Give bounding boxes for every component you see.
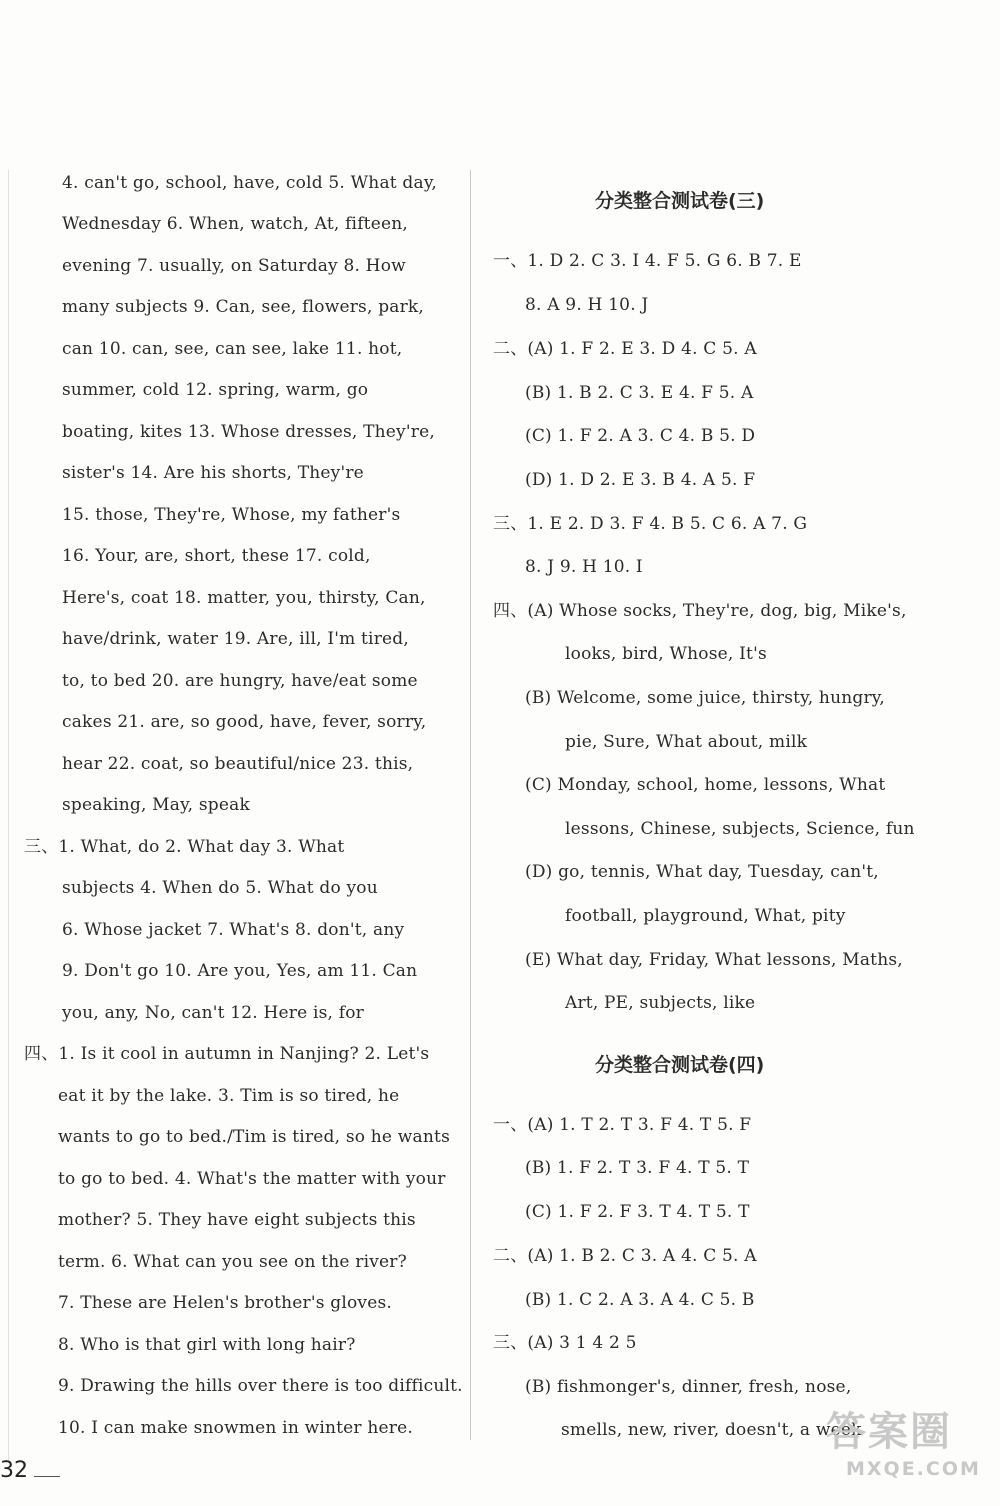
- answer-line: football, playground, What, pity: [565, 906, 846, 926]
- left-margin-rule: [8, 170, 9, 1460]
- answer-line: (B) 1. B 2. C 3. E 4. F 5. A: [525, 383, 754, 403]
- answer-line: 三、1. E 2. D 3. F 4. B 5. C 6. A 7. G: [493, 514, 808, 534]
- answer-line: 一、(A) 1. T 2. T 3. F 4. T 5. F: [493, 1115, 752, 1135]
- answer-line: can 10. can, see, can see, lake 11. hot,: [62, 339, 403, 359]
- answer-line: 二、(A) 1. B 2. C 3. A 4. C 5. A: [493, 1246, 757, 1266]
- answer-line: 一、1. D 2. C 3. I 4. F 5. G 6. B 7. E: [493, 251, 802, 271]
- answer-line: 10. I can make snowmen in winter here.: [58, 1418, 413, 1438]
- answer-line: cakes 21. are, so good, have, fever, sorry,: [62, 712, 427, 732]
- answer-line: mother? 5. They have eight subjects this: [58, 1210, 416, 1230]
- answer-line: 二、(A) 1. F 2. E 3. D 4. C 5. A: [493, 339, 757, 359]
- answer-line: 8. Who is that girl with long hair?: [58, 1335, 356, 1355]
- answer-line: eat it by the lake. 3. Tim is so tired, he: [58, 1086, 400, 1106]
- answer-line: term. 6. What can you see on the river?: [58, 1252, 407, 1272]
- answer-line: (C) 1. F 2. F 3. T 4. T 5. T: [525, 1202, 750, 1222]
- answer-line: 四、(A) Whose socks, They're, dog, big, Mike's,: [493, 601, 907, 621]
- answer-line: (B) 1. C 2. A 3. A 4. C 5. B: [525, 1290, 755, 1310]
- answer-line: you, any, No, can't 12. Here is, for: [62, 1003, 365, 1023]
- answer-line: looks, bird, Whose, It's: [565, 644, 767, 664]
- answer-line: (D) go, tennis, What day, Tuesday, can't,: [525, 862, 879, 882]
- answer-line: 16. Your, are, short, these 17. cold,: [62, 546, 371, 566]
- answer-line: Art, PE, subjects, like: [565, 993, 756, 1013]
- answer-line: 6. Whose jacket 7. What's 8. don't, any: [62, 920, 405, 940]
- answer-line: (B) Welcome, some juice, thirsty, hungry,: [525, 688, 885, 708]
- answer-line: (D) 1. D 2. E 3. B 4. A 5. F: [525, 470, 756, 490]
- answer-line: lessons, Chinese, subjects, Science, fun: [565, 819, 915, 839]
- answer-line: (C) 1. F 2. A 3. C 4. B 5. D: [525, 426, 756, 446]
- answer-line: to, to bed 20. are hungry, have/eat some: [62, 671, 418, 691]
- answer-line: 三、(A) 3 1 4 2 5: [493, 1333, 637, 1353]
- answer-line: summer, cold 12. spring, warm, go: [62, 380, 369, 400]
- answer-line: subjects 4. When do 5. What do you: [62, 878, 378, 898]
- page-number: 32: [0, 1458, 28, 1483]
- answer-line: speaking, May, speak: [62, 795, 250, 815]
- answer-line: 4. can't go, school, have, cold 5. What day,: [62, 173, 437, 193]
- answer-line: smells, new, river, doesn't, a week: [561, 1420, 862, 1440]
- answer-line: 8. J 9. H 10. I: [525, 557, 643, 577]
- answer-line: (C) Monday, school, home, lessons, What: [525, 775, 886, 795]
- answer-line: (B) fishmonger's, dinner, fresh, nose,: [525, 1377, 852, 1397]
- section-heading-line: 三、1. What, do 2. What day 3. What: [24, 837, 345, 857]
- answer-line: 9. Drawing the hills over there is too difficult.: [58, 1376, 463, 1396]
- answer-line: 8. A 9. H 10. J: [525, 295, 649, 315]
- answer-line: 7. These are Helen's brother's gloves.: [58, 1293, 392, 1313]
- watermark-site: MXQE.COM: [846, 1458, 981, 1480]
- answer-line: wants to go to bed./Tim is tired, so he wants: [58, 1127, 450, 1147]
- answer-line: (B) 1. F 2. T 3. F 4. T 5. T: [525, 1158, 750, 1178]
- watermark: [820, 1400, 995, 1500]
- answer-line: to go to bed. 4. What's the matter with your: [58, 1169, 446, 1189]
- test4-heading: 分类整合测试卷(四): [595, 1054, 765, 1076]
- answer-line: 9. Don't go 10. Are you, Yes, am 11. Can: [62, 961, 418, 981]
- answer-line: have/drink, water 19. Are, ill, I'm tired,: [62, 629, 409, 649]
- answer-line: (E) What day, Friday, What lessons, Maths,: [525, 950, 903, 970]
- answer-line: Wednesday 6. When, watch, At, fifteen,: [62, 214, 408, 234]
- answer-line: 15. those, They're, Whose, my father's: [62, 505, 401, 525]
- answer-line: sister's 14. Are his shorts, They're: [62, 463, 364, 483]
- answer-line: evening 7. usually, on Saturday 8. How: [62, 256, 406, 276]
- answer-line: hear 22. coat, so beautiful/nice 23. this,: [62, 754, 414, 774]
- test3-heading: 分类整合测试卷(三): [595, 190, 765, 212]
- answer-line: boating, kites 13. Whose dresses, They're,: [62, 422, 435, 442]
- page-number-dash: [34, 1476, 60, 1477]
- column-divider: [470, 170, 471, 1440]
- answer-line: pie, Sure, What about, milk: [565, 732, 808, 752]
- watermark-title: 答案圈: [826, 1409, 952, 1455]
- answer-line: many subjects 9. Can, see, flowers, park,: [62, 297, 425, 317]
- section-heading-line: 四、1. Is it cool in autumn in Nanjing? 2. Let's: [24, 1044, 430, 1064]
- answer-line: Here's, coat 18. matter, you, thirsty, Can,: [62, 588, 426, 608]
